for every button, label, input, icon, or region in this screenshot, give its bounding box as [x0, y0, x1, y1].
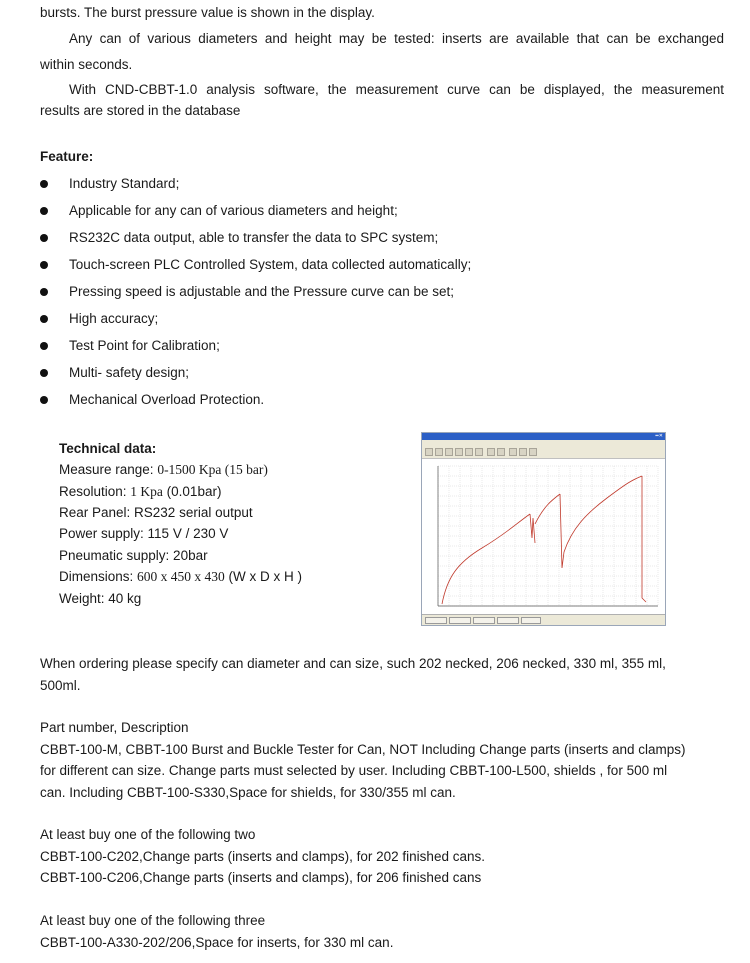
toolbar-button-icon: [529, 448, 537, 456]
tech-rear-panel: Rear Panel: RS232 serial output: [59, 505, 253, 520]
pressure-curve-drop: [530, 514, 535, 543]
feature-item: High accuracy;: [69, 311, 159, 326]
tech-measure-range: [59, 461, 268, 479]
tech-value: 1 Kpa: [130, 484, 163, 499]
tech-value: 0-1500 Kpa (15 bar): [157, 462, 268, 477]
toolbar-button-icon: [425, 448, 433, 456]
buy-three-heading: At least buy one of the following three: [40, 913, 266, 928]
status-cell: [473, 617, 495, 624]
status-cell: [497, 617, 519, 624]
parts-line-3: can. Including CBBT-100-S330,Space for shields, for 330/355 ml can.: [40, 785, 456, 800]
buy-two-line-2: CBBT-100-C206,Change parts (inserts and clamps), for 206 finished cans: [40, 870, 482, 885]
status-cell: [449, 617, 471, 624]
feature-item: Mechanical Overload Protection.: [69, 392, 265, 407]
software-screenshot: [421, 432, 666, 626]
pressure-curve-plot: [422, 458, 665, 614]
ordering-line-1: When ordering please specify can diameter and can size, such 202 necked, 206 necked, 330 ml, 355 ml,: [40, 656, 666, 671]
tech-dimensions: [59, 568, 302, 586]
bullet-icon: [40, 234, 48, 242]
pressure-curve-drop: [560, 494, 564, 568]
feature-item: Test Point for Calibration;: [69, 338, 220, 353]
feature-heading: Feature:: [40, 149, 94, 164]
toolbar-button-icon: [465, 448, 473, 456]
toolbar-button-icon: [487, 448, 495, 456]
toolbar-button-icon: [455, 448, 463, 456]
buy-two-heading: At least buy one of the following two: [40, 827, 256, 842]
toolbar-button-icon: [509, 448, 517, 456]
tech-power: Power supply: 115 V / 230 V: [59, 526, 229, 541]
tech-value: 600 x 450 x 430: [137, 569, 225, 584]
intro-line-4: With CND-CBBT-1.0 analysis software, the measurement curve can be displayed, the measurement: [69, 82, 724, 97]
toolbar-button-icon: [519, 448, 527, 456]
pressure-curve-segment: [442, 514, 530, 604]
bullet-icon: [40, 207, 48, 215]
toolbar-button-icon: [475, 448, 483, 456]
intro-line-1: bursts. The burst pressure value is shown in the display.: [40, 5, 375, 20]
bullet-icon: [40, 180, 48, 188]
pressure-curve-segment: [535, 494, 560, 524]
buy-two-line-1: CBBT-100-C202,Change parts (inserts and clamps), for 202 finished cans.: [40, 849, 485, 864]
ordering-line-2: 500ml.: [40, 678, 81, 693]
status-cell: [521, 617, 541, 624]
intro-line-5: results are stored in the database: [40, 103, 241, 118]
feature-item: Multi- safety design;: [69, 365, 190, 380]
plot-grid: [438, 466, 658, 606]
screenshot-titlebar: [422, 433, 665, 440]
tech-label: Resolution:: [59, 484, 131, 499]
bullet-icon: [40, 396, 48, 404]
parts-line-1: CBBT-100-M, CBBT-100 Burst and Buckle Tester for Can, NOT Including Change parts (inserts and clamps): [40, 742, 686, 757]
tech-resolution: [59, 483, 221, 501]
feature-item: Applicable for any can of various diameters and height;: [69, 203, 398, 218]
pressure-curve-drop: [642, 476, 646, 602]
tech-suffix: (0.01bar): [162, 484, 222, 499]
bullet-icon: [40, 342, 48, 350]
bullet-icon: [40, 261, 48, 269]
toolbar-button-icon: [435, 448, 443, 456]
feature-item: RS232C data output, able to transfer the data to SPC system;: [69, 230, 439, 245]
tech-suffix: (W x D x H ): [224, 569, 303, 584]
bullet-icon: [40, 288, 48, 296]
window-buttons-icon: ▪▪✕: [655, 433, 663, 439]
tech-pneumatic: Pneumatic supply: 20bar: [59, 548, 208, 563]
feature-item: Industry Standard;: [69, 176, 180, 191]
parts-line-2: for different can size. Change parts must selected by user. Including CBBT-100-L500, shields , for 500 ml: [40, 763, 668, 778]
screenshot-statusbar: [422, 614, 665, 626]
intro-line-2: Any can of various diameters and height may be tested: inserts are available that can be exchanged: [69, 31, 724, 46]
intro-line-3: within seconds.: [40, 57, 133, 72]
feature-item: Touch-screen PLC Controlled System, data collected automatically;: [69, 257, 472, 272]
tech-weight: Weight: 40 kg: [59, 591, 142, 606]
tech-label: Measure range:: [59, 462, 158, 477]
bullet-icon: [40, 315, 48, 323]
toolbar-button-icon: [497, 448, 505, 456]
parts-heading: Part number, Description: [40, 720, 189, 735]
toolbar-button-icon: [445, 448, 453, 456]
technical-heading: Technical data:: [59, 441, 157, 456]
tech-label: Dimensions:: [59, 569, 138, 584]
bullet-icon: [40, 369, 48, 377]
buy-three-line-1: CBBT-100-A330-202/206,Space for inserts, for 330 ml can.: [40, 935, 394, 950]
status-cell: [425, 617, 447, 624]
feature-item: Pressing speed is adjustable and the Pressure curve can be set;: [69, 284, 454, 299]
